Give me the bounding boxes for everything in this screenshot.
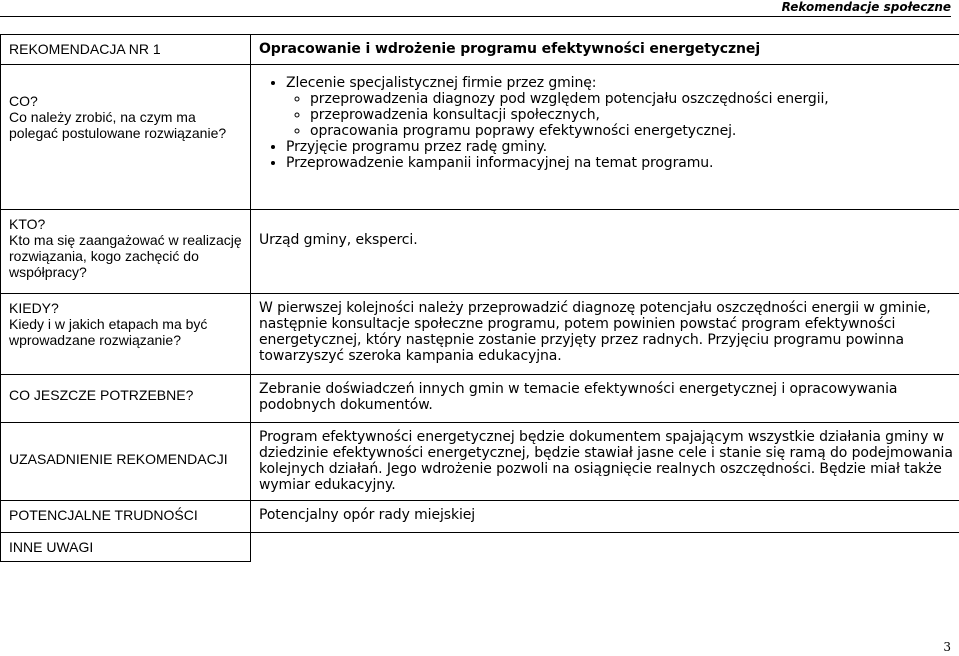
trudnosci-label: POTENCJALNE TRUDNOŚCI [9,507,198,523]
co-label-text: Co należy zrobić, na czym ma polegać postulowane rozwiązanie? [9,109,227,141]
list-item: • Przyjęcie programu przez radę gminy. [286,139,953,155]
kiedy-value-cell [251,294,959,375]
co-value-cell [251,65,959,210]
kiedy-label-cell [1,294,251,375]
uzasadnienie-label-cell [1,423,251,501]
kto-value: Urząd gminy, eksperci. [259,232,418,248]
co-action-list [259,75,953,171]
row-potrzebne [1,375,959,423]
kto-label-cell [1,210,251,294]
co-label-head: CO? [9,93,38,109]
uwagi-label: INNE UWAGI [9,539,94,555]
kto-value-cell [251,210,959,294]
row-trudnosci [1,501,959,533]
kto-label-head: KTO? [9,216,46,232]
trudnosci-label-cell [1,501,251,533]
list-item: ◦ opracowania programu poprawy efektywności energetycznej. [310,123,953,139]
row-uzasadnienie [1,423,959,501]
recommendation-number-label: REKOMENDACJA NR 1 [1,35,251,65]
kiedy-value: W pierwszej kolejności należy przeprowadzić diagnozę potencjału oszczędności energii w gminie, następnie konsultacje społeczne programu, potem powinien powstać program efektywności energetycznej, który następnie zostanie przyjęty przez radnych. Przyjęciu programu powinna towarzyszyć szeroka kampania edukacyjna. [259,300,931,364]
kiedy-label-text: Kiedy i w jakich etapach ma być wprowadzane rozwiązanie? [9,316,208,348]
co-sub-list [286,91,953,139]
co-item-1: Zlecenie specjalistycznej firmie przez gminę: [286,75,597,91]
trudnosci-value-cell [251,501,959,533]
list-item [286,75,953,139]
uzasadnienie-label: UZASADNIENIE REKOMENDACJI [9,451,228,467]
kto-label-text: Kto ma się zaangażować w realizację rozwiązania, kogo zachęcić do współpracy? [9,232,242,280]
potrzebne-value: Zebranie doświadczeń innych gmin w temacie efektywności energetycznej i opracowywania podobnych dokumentów. [259,381,898,413]
list-item: • Przeprowadzenie kampanii informacyjnej na temat programu. [286,155,953,171]
recommendation-table [0,34,959,562]
uwagi-label-cell [1,533,251,562]
co-label-cell [1,65,251,210]
trudnosci-value: Potencjalny opór rady miejskiej [259,507,476,523]
potrzebne-value-cell [251,375,959,423]
list-item: ◦ przeprowadzenia diagnozy pod względem potencjału oszczędności energii, [310,91,953,107]
running-header: Rekomendacje społeczne [0,0,951,17]
row-kto [1,210,959,294]
page-number: 3 [943,640,951,654]
uwagi-value-cell [251,533,959,562]
kiedy-label-head: KIEDY? [9,300,59,316]
potrzebne-label: CO JESZCZE POTRZEBNE? [9,387,194,403]
row-uwagi [1,533,959,562]
row-kiedy [1,294,959,375]
potrzebne-label-cell [1,375,251,423]
recommendation-title: Opracowanie i wdrożenie programu efektywności energetycznej [251,35,959,65]
row-co [1,65,959,210]
list-item: ◦ przeprowadzenia konsultacji społecznych, [310,107,953,123]
row-title [1,35,959,65]
uzasadnienie-value-cell [251,423,959,501]
uzasadnienie-value: Program efektywności energetycznej będzie dokumentem spajającym wszystkie działania gminy w dziedzinie efektywności energetycznej, będzie stawiał jasne cele i stanie się ramą do podejmowania kolejnych działań. Jego wdrożenie pozwoli na osiągnięcie realnych oszczędności. Będzie miał także wymiar edukacyjny. [259,429,953,493]
